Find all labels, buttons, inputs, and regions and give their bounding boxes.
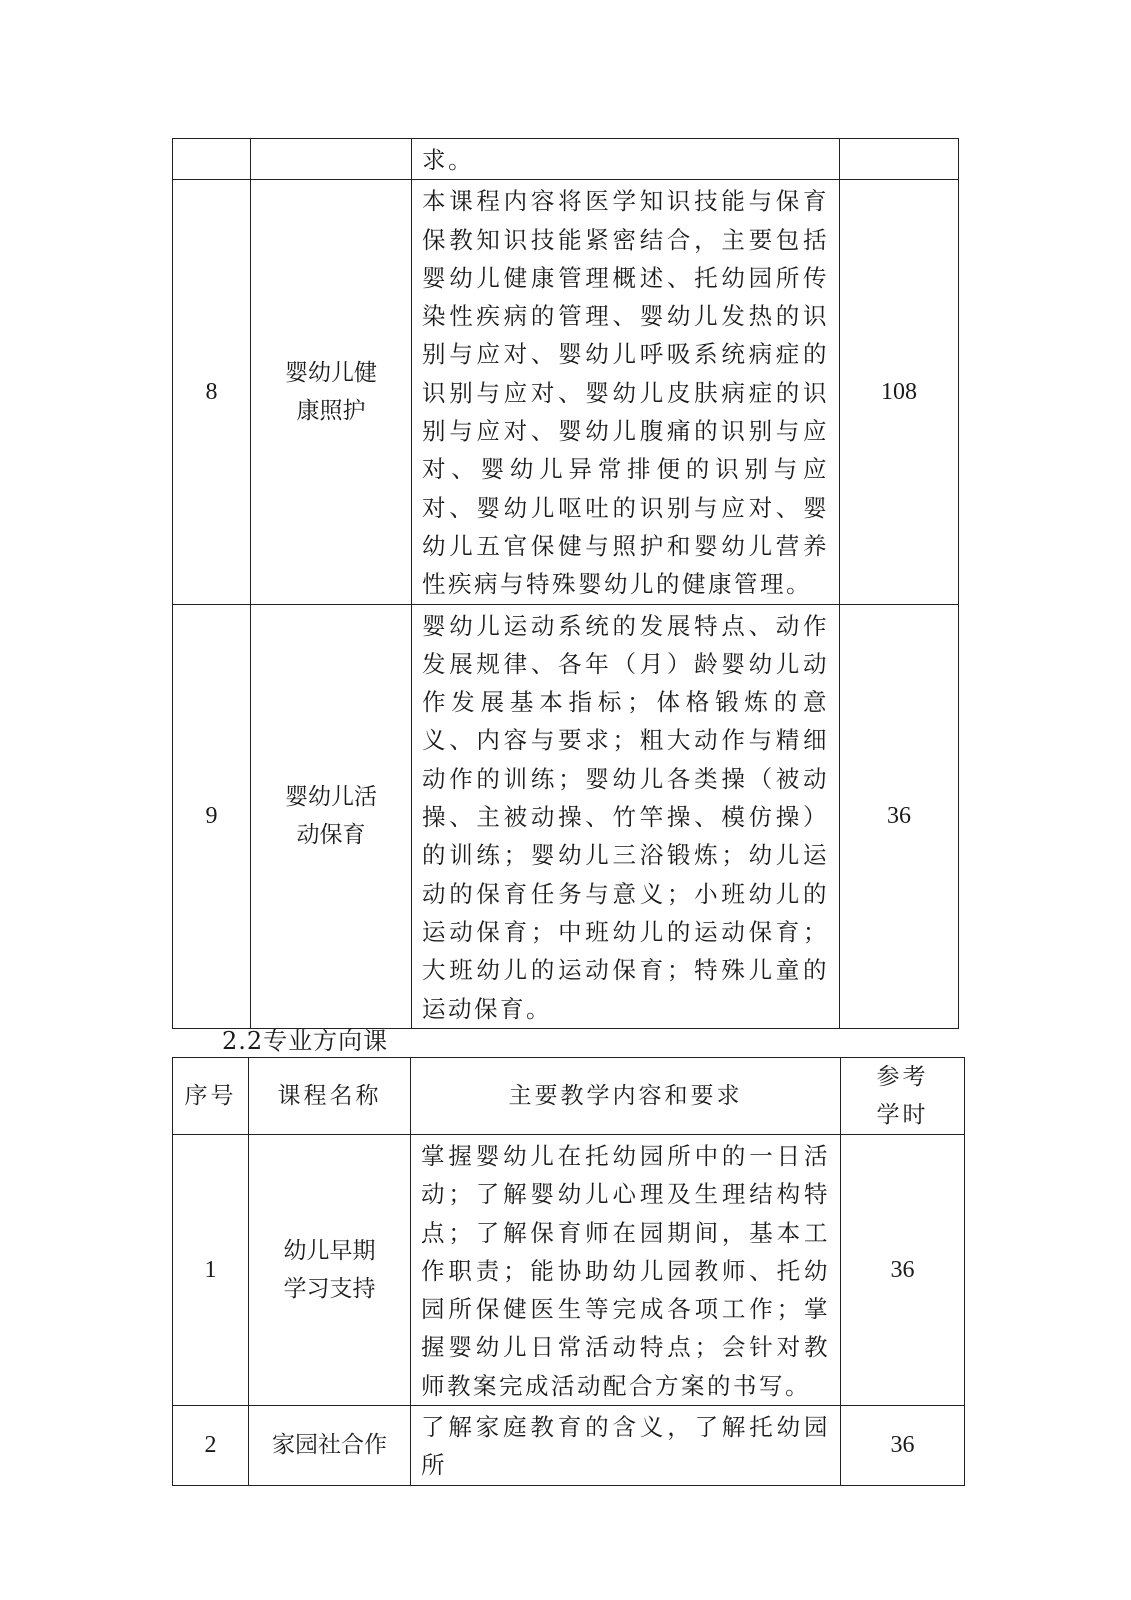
course-name: 幼儿早期学习支持 [249,1135,411,1406]
row-number [173,139,251,180]
table-row [173,1406,965,1486]
course-hours: 36 [840,604,959,1028]
row-number: 9 [173,604,251,1028]
table-row [173,139,959,180]
table-row [173,1135,965,1406]
header-number: 序号 [173,1058,249,1135]
table-header-row [173,1058,965,1135]
row-number: 1 [173,1135,249,1406]
major-direction-course-table [172,1057,965,1486]
course-name: 家园社合作 [249,1406,411,1486]
course-content: 了解家庭教育的含义，了解托幼园所 [411,1406,841,1486]
course-content: 掌握婴幼儿在托幼园所中的一日活动；了解婴幼儿心理及生理结构特点；了解保育师在园期间，基本工作职责；能协助幼儿园教师、托幼园所保健医生等完成各项工作；掌握婴幼儿日常活动特点；会针对教师教案完成活动配合方案的书写。 [411,1135,841,1406]
section-heading: 2.2专业方向课 [222,1027,389,1055]
course-hours: 108 [840,180,959,604]
header-content: 主要教学内容和要求 [411,1058,841,1135]
course-hours: 36 [841,1406,965,1486]
course-name: 婴幼儿活动保育 [251,604,412,1028]
course-content: 婴幼儿运动系统的发展特点、动作发展规律、各年（月）龄婴幼儿动作发展基本指标；体格锻炼的意义、内容与要求；粗大动作与精细动作的训练；婴幼儿各类操（被动操、主被动操、竹竿操、模仿操）的训练；婴幼儿三浴锻炼；幼儿运动的保育任务与意义；小班幼儿的运动保育；中班幼儿的运动保育；大班幼儿的运动保育；特殊儿童的运动保育。 [412,604,840,1028]
course-name: 婴幼儿健康照护 [251,180,412,604]
course-table-continued [172,138,959,1029]
table-row [173,180,959,604]
row-number: 2 [173,1406,249,1486]
header-hours: 参考学时 [841,1058,965,1135]
table-row [173,604,959,1028]
course-name [251,139,412,180]
course-hours: 36 [841,1135,965,1406]
row-number: 8 [173,180,251,604]
course-hours [840,139,959,180]
header-course-name: 课程名称 [249,1058,411,1135]
course-content: 求。 [412,139,840,180]
course-content: 本课程内容将医学知识技能与保育保教知识技能紧密结合，主要包括婴幼儿健康管理概述、托幼园所传染性疾病的管理、婴幼儿发热的识别与应对、婴幼儿呼吸系统病症的识别与应对、婴幼儿皮肤病症的识别与应对、婴幼儿腹痛的识别与应对、婴幼儿异常排便的识别与应对、婴幼儿呕吐的识别与应对、婴幼儿五官保健与照护和婴幼儿营养性疾病与特殊婴幼儿的健康管理。 [412,180,840,604]
